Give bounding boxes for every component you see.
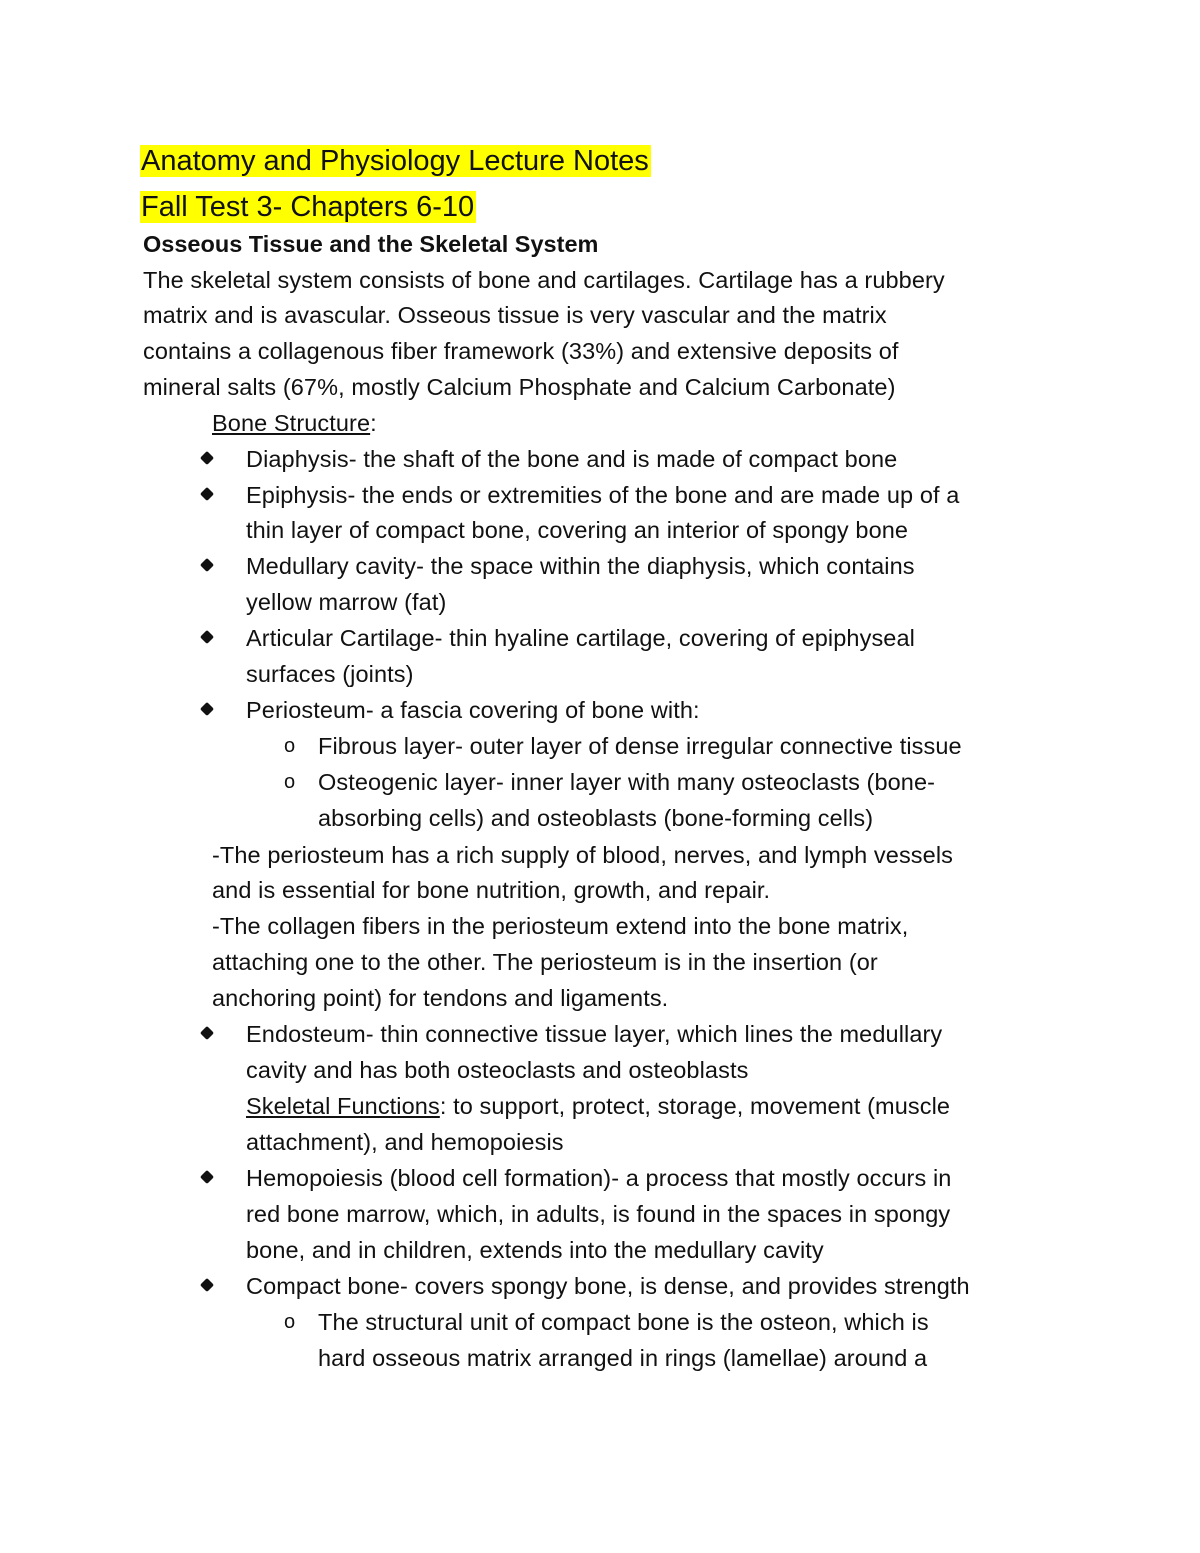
bullet-icon bbox=[200, 1170, 214, 1184]
periosteum-note-line-3: -The collagen fibers in the periosteum extend into the bone matrix, bbox=[212, 913, 909, 939]
hemopoiesis-line-3: bone, and in children, extends into the medullary cavity bbox=[246, 1237, 824, 1263]
bullet-icon bbox=[200, 1026, 214, 1040]
skeletal-functions-line-1 bbox=[246, 1088, 950, 1124]
endosteum-line-2: cavity and has both osteoclasts and osteoblasts bbox=[246, 1057, 749, 1083]
skeletal-functions-label: Skeletal Functions bbox=[246, 1093, 440, 1119]
periosteum-note-line-4: attaching one to the other. The periosteum is in the insertion (or bbox=[212, 949, 878, 975]
intro-line-3: contains a collagenous fiber framework (33%) and extensive deposits of bbox=[143, 338, 899, 364]
sub-bullet-icon: o bbox=[284, 1311, 296, 1333]
osteogenic-line-2: absorbing cells) and osteoblasts (bone-forming cells) bbox=[318, 805, 874, 831]
bone-structure-heading bbox=[212, 405, 377, 441]
fibrous-line-1: Fibrous layer- outer layer of dense irregular connective tissue bbox=[318, 733, 962, 759]
osteogenic-line-1: Osteogenic layer- inner layer with many osteoclasts (bone- bbox=[318, 769, 936, 795]
intro-line-2: matrix and is avascular. Osseous tissue is very vascular and the matrix bbox=[143, 302, 887, 328]
bullet-icon bbox=[200, 451, 214, 465]
bone-structure-colon: : bbox=[370, 410, 377, 436]
epiphysis-line-2: thin layer of compact bone, covering an interior of spongy bone bbox=[246, 517, 909, 543]
hemopoiesis-line-2: red bone marrow, which, in adults, is found in the spaces in spongy bbox=[246, 1201, 951, 1227]
title-highlight: Anatomy and Physiology Lecture Notes bbox=[141, 145, 649, 177]
bullet-icon bbox=[200, 630, 214, 644]
bullet-icon bbox=[200, 1278, 214, 1292]
epiphysis-line-1: Epiphysis- the ends or extremities of the bone and are made up of a bbox=[246, 482, 960, 508]
section-heading: Osseous Tissue and the Skeletal System bbox=[143, 231, 599, 257]
compact-line-1: Compact bone- covers spongy bone, is dense, and provides strength bbox=[246, 1273, 970, 1299]
sub-bullet-icon: o bbox=[284, 771, 296, 793]
intro-line-4: mineral salts (67%, mostly Calcium Phosphate and Calcium Carbonate) bbox=[143, 374, 896, 400]
medullary-line-1: Medullary cavity- the space within the diaphysis, which contains bbox=[246, 553, 915, 579]
document-title bbox=[140, 143, 651, 179]
subtitle-highlight: Fall Test 3- Chapters 6-10 bbox=[141, 191, 475, 223]
bullet-icon bbox=[200, 487, 214, 501]
bullet-icon bbox=[200, 558, 214, 572]
endosteum-line-1: Endosteum- thin connective tissue layer, which lines the medullary bbox=[246, 1021, 943, 1047]
skeletal-functions-line-2: attachment), and hemopoiesis bbox=[246, 1129, 564, 1155]
periosteum-line-1: Periosteum- a fascia covering of bone with: bbox=[246, 697, 700, 723]
skeletal-functions-text: : to support, protect, storage, movement (muscle bbox=[439, 1093, 951, 1119]
bullet-icon bbox=[200, 702, 214, 716]
bone-structure-label: Bone Structure bbox=[212, 410, 371, 436]
articular-line-2: surfaces (joints) bbox=[246, 661, 414, 687]
document-subtitle bbox=[140, 189, 476, 225]
periosteum-note-line-5: anchoring point) for tendons and ligaments. bbox=[212, 985, 669, 1011]
hemopoiesis-line-1: Hemopoiesis (blood cell formation)- a process that mostly occurs in bbox=[246, 1165, 952, 1191]
intro-line-1: The skeletal system consists of bone and cartilages. Cartilage has a rubbery bbox=[143, 267, 945, 293]
diaphysis-line-1: Diaphysis- the shaft of the bone and is made of compact bone bbox=[246, 446, 898, 472]
osteon-line-2: hard osseous matrix arranged in rings (lamellae) around a bbox=[318, 1345, 928, 1371]
articular-line-1: Articular Cartilage- thin hyaline cartilage, covering of epiphyseal bbox=[246, 625, 915, 651]
periosteum-note-line-1: -The periosteum has a rich supply of blood, nerves, and lymph vessels bbox=[212, 842, 953, 868]
medullary-line-2: yellow marrow (fat) bbox=[246, 589, 447, 615]
periosteum-note-line-2: and is essential for bone nutrition, growth, and repair. bbox=[212, 877, 771, 903]
sub-bullet-icon: o bbox=[284, 735, 296, 757]
osteon-line-1: The structural unit of compact bone is the osteon, which is bbox=[318, 1309, 929, 1335]
